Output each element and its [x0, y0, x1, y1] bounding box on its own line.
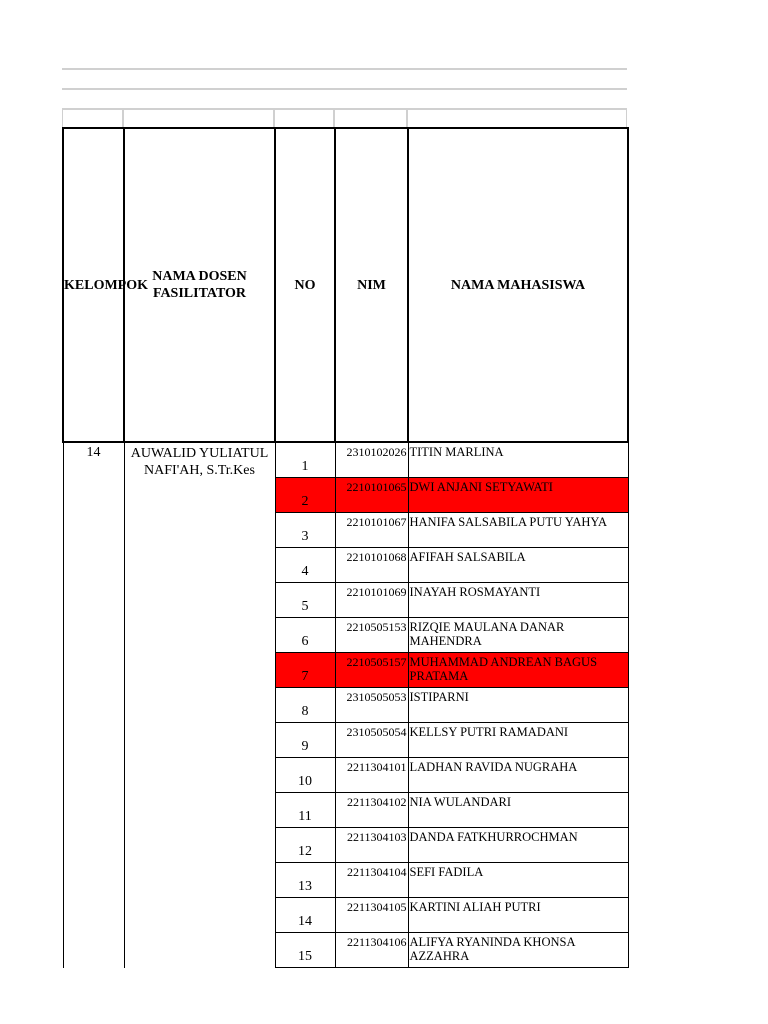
no-cell: 11 — [275, 793, 335, 828]
nim-cell: 2210101067 — [335, 513, 408, 548]
nama-cell: DANDA FATKHURROCHMAN — [408, 828, 628, 863]
header-nama: NAMA MAHASISWA — [408, 128, 628, 442]
nama-cell: HANIFA SALSABILA PUTU YAHYA — [408, 513, 628, 548]
nama-cell: KELLSY PUTRI RAMADANI — [408, 723, 628, 758]
nim-cell: 2211304104 — [335, 863, 408, 898]
nama-cell: LADHAN RAVIDA NUGRAHA — [408, 758, 628, 793]
nim-cell: 2210101068 — [335, 548, 408, 583]
nama-cell: DWI ANJANI SETYAWATI — [408, 478, 628, 513]
header-no: NO — [275, 128, 335, 442]
nama-cell: AFIFAH SALSABILA — [408, 548, 628, 583]
header-nim: NIM — [335, 128, 408, 442]
nama-cell: NIA WULANDARI — [408, 793, 628, 828]
no-cell: 7 — [275, 653, 335, 688]
table-row — [63, 442, 628, 478]
nim-cell: 2211304101 — [335, 758, 408, 793]
no-cell: 3 — [275, 513, 335, 548]
header-dosen: NAMA DOSEN FASILITATOR — [124, 128, 275, 442]
no-cell: 9 — [275, 723, 335, 758]
nim-cell: 2210101065 — [335, 478, 408, 513]
nama-cell: SEFI FADILA — [408, 863, 628, 898]
no-cell: 8 — [275, 688, 335, 723]
nim-cell: 2211304105 — [335, 898, 408, 933]
nim-cell: 2310505053 — [335, 688, 408, 723]
nim-cell: 2310505054 — [335, 723, 408, 758]
empty-row-divider — [62, 68, 627, 70]
no-cell: 6 — [275, 618, 335, 653]
no-cell: 13 — [275, 863, 335, 898]
kelompok-cell: 14 — [63, 442, 124, 968]
no-cell: 2 — [275, 478, 335, 513]
nama-cell: RIZQIE MAULANA DANAR MAHENDRA — [408, 618, 628, 653]
no-cell: 10 — [275, 758, 335, 793]
no-cell: 14 — [275, 898, 335, 933]
no-cell: 12 — [275, 828, 335, 863]
no-cell: 4 — [275, 548, 335, 583]
nim-cell: 2310102026 — [335, 442, 408, 478]
header-kelompok: KELOMPOK — [63, 128, 124, 442]
empty-row-divider — [62, 88, 627, 90]
student-group-table — [62, 127, 629, 968]
nim-cell: 2211304103 — [335, 828, 408, 863]
nama-cell: INAYAH ROSMAYANTI — [408, 583, 628, 618]
nim-cell: 2210505153 — [335, 618, 408, 653]
header-row — [63, 128, 628, 442]
no-cell: 15 — [275, 933, 335, 968]
nim-cell: 2211304102 — [335, 793, 408, 828]
nama-cell: TITIN MARLINA — [408, 442, 628, 478]
empty-row — [62, 109, 627, 128]
student-rows — [63, 442, 628, 968]
nim-cell: 2210101069 — [335, 583, 408, 618]
dosen-cell: AUWALID YULIATUL NAFI'AH, S.Tr.Kes — [124, 442, 275, 968]
nim-cell: 2211304106 — [335, 933, 408, 968]
nim-cell: 2210505157 — [335, 653, 408, 688]
no-cell: 5 — [275, 583, 335, 618]
nama-cell: ISTIPARNI — [408, 688, 628, 723]
nama-cell: ALIFYA RYANINDA KHONSA AZZAHRA — [408, 933, 628, 968]
nama-cell: KARTINI ALIAH PUTRI — [408, 898, 628, 933]
nama-cell: MUHAMMAD ANDREAN BAGUS PRATAMA — [408, 653, 628, 688]
no-cell: 1 — [275, 442, 335, 478]
